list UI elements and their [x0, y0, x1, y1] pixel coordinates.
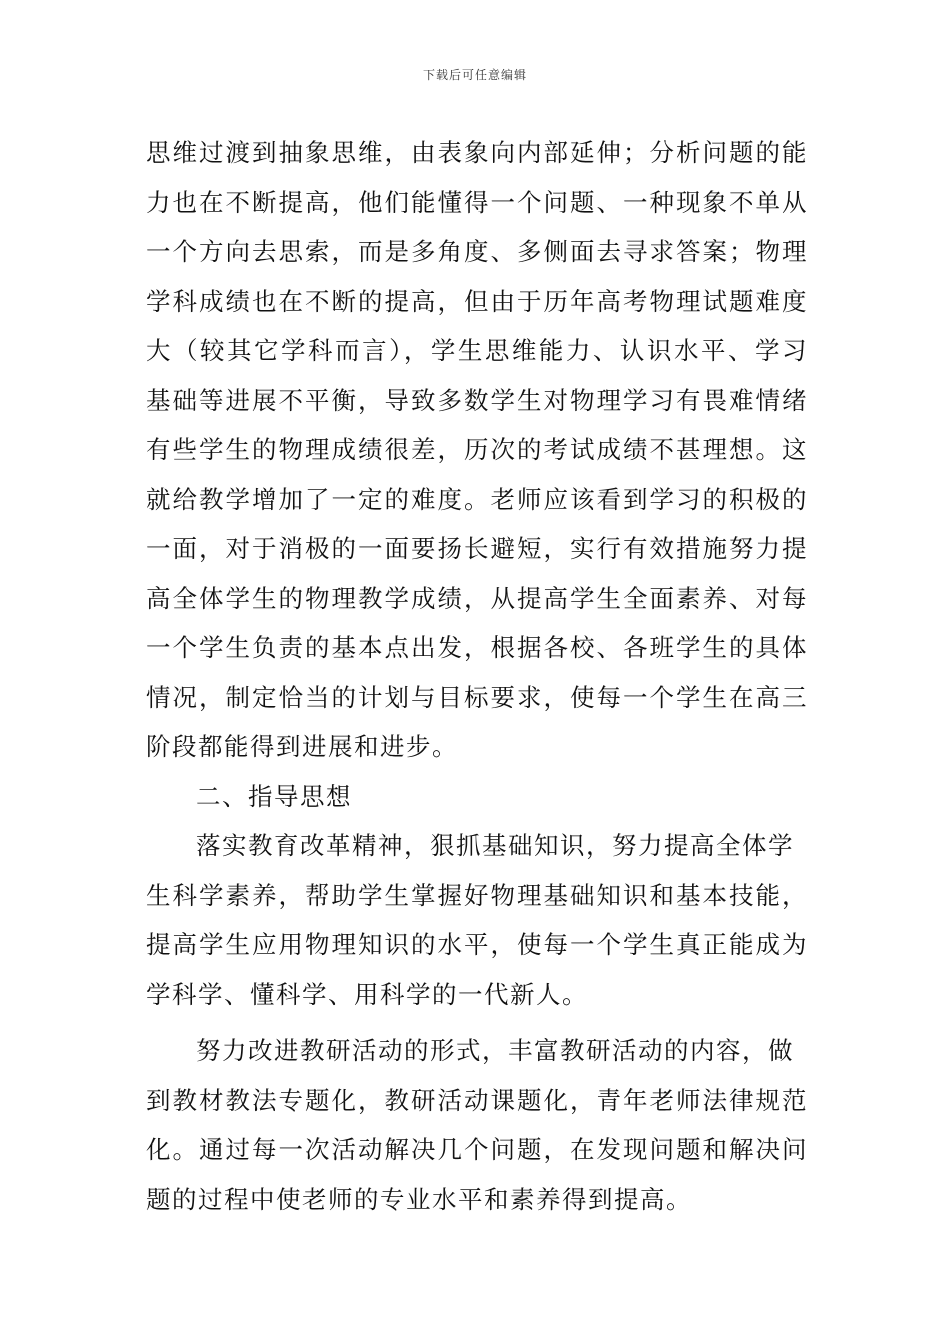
paragraph [146, 128, 808, 772]
text-line: 有些学生的物理成绩很差，历次的考试成绩不甚理想。这 [146, 435, 808, 464]
text-line: 大（较其它学科而言），学生思维能力、认识水平、学习 [146, 336, 808, 365]
text-line: 就给教学增加了一定的难度。老师应该看到学习的积极的 [146, 484, 808, 514]
text-line: 基础等进展不平衡，导致多数学生对物理学习有畏难情绪 [146, 385, 808, 415]
text-line: 学科学、懂科学、用科学的一代新人。 [146, 979, 588, 1009]
section-heading-text: 二、指导思想 [196, 781, 352, 811]
text-line: 一面，对于消极的一面要扬长避短，实行有效措施努力提 [146, 534, 808, 563]
text-line: 提高学生应用物理知识的水平，使每一个学生真正能成为 [146, 930, 808, 959]
text-line: 力也在不断提高，他们能懂得一个问题、一种现象不单从 [146, 187, 808, 217]
page-header: 下载后可任意编辑 [422, 68, 527, 82]
paragraph [146, 821, 808, 1019]
text-line: 阶段都能得到进展和进步。 [146, 732, 458, 761]
text-line: 一个学生负责的基本点出发，根据各校、各班学生的具体 [146, 633, 808, 662]
text-line: 学科成绩也在不断的提高，但由于历年高考物理试题难度 [146, 286, 808, 316]
text-line: 到教材教法专题化，教研活动课题化，青年老师法律规范 [146, 1085, 808, 1115]
text-line: 情况，制定恰当的计划与目标要求，使每一个学生在高三 [146, 682, 808, 712]
text-line: 一个方向去思索，而是多角度、多侧面去寻求答案；物理 [146, 237, 808, 266]
text-line: 化。通过每一次活动解决几个问题，在发现问题和解决问 [146, 1135, 808, 1164]
text-line: 生科学素养，帮助学生掌握好物理基础知识和基本技能， [146, 880, 808, 910]
document-body [146, 128, 808, 1224]
text-line: 题的过程中使老师的专业水平和素养得到提高。 [146, 1184, 692, 1214]
text-line: 努力改进教研活动的形式，丰富教研活动的内容，做 [196, 1036, 794, 1065]
text-line: 思维过渡到抽象思维，由表象向内部延伸；分析问题的能 [146, 138, 808, 167]
text-line: 落实教育改革精神，狠抓基础知识，努力提高全体学 [196, 831, 794, 860]
text-line: 高全体学生的物理教学成绩，从提高学生全面素养、对每 [146, 583, 808, 613]
paragraph [146, 1026, 808, 1224]
section-heading [146, 772, 808, 822]
